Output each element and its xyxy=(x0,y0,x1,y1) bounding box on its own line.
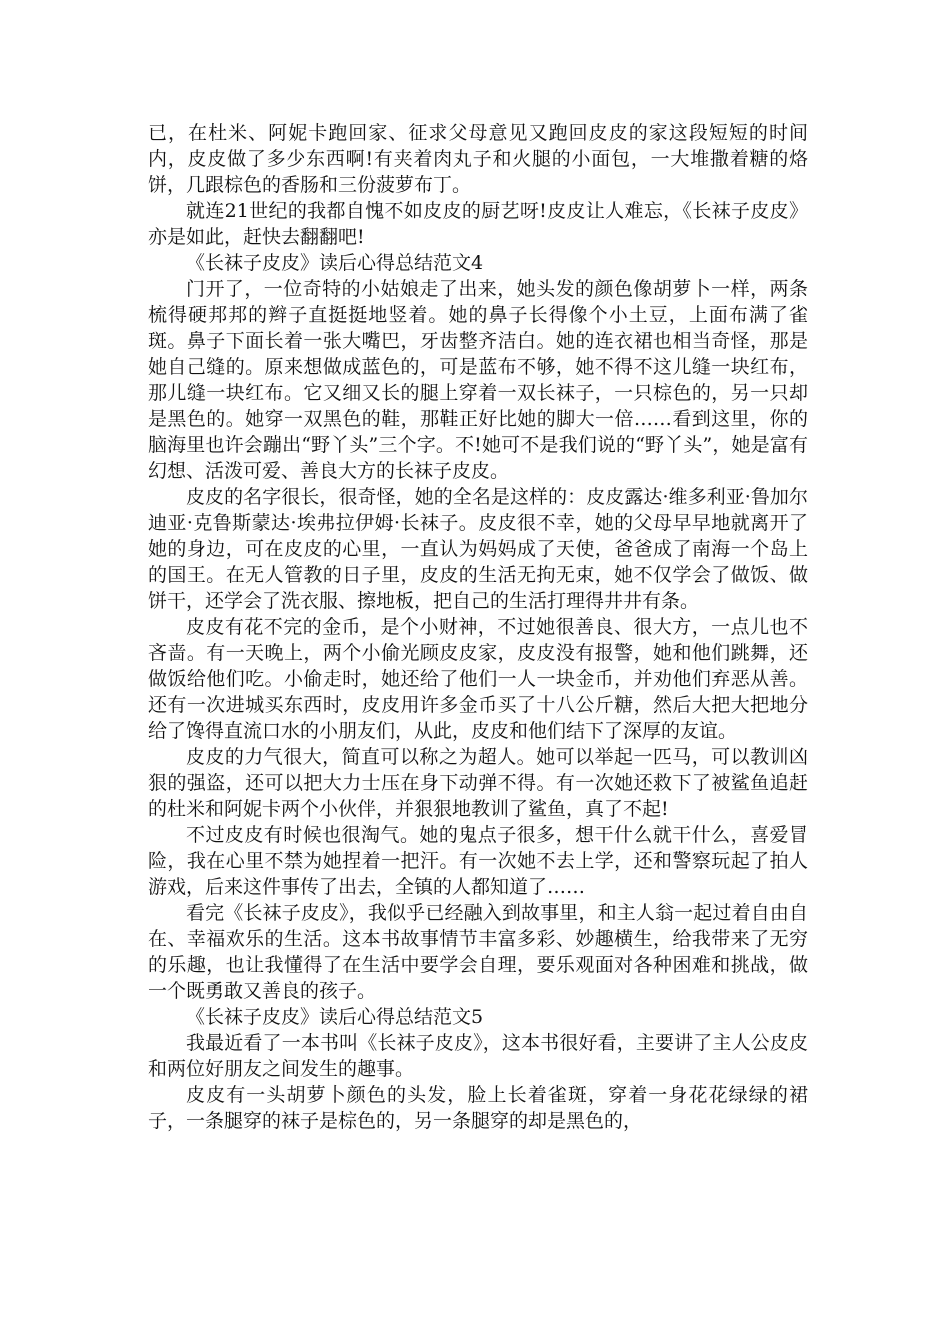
document-body xyxy=(148,120,808,1134)
paragraph: 皮皮有花不完的金币，是个小财神，不过她很善良、很大方，一点儿也不吝啬。有一天晚上，两个小偷光顾皮皮家，皮皮没有报警，她和他们跳舞，还做饭给他们吃。小偷走时，她还给了他们一人一块金币，并劝他们弃恶从善。还有一次进城买东西时，皮皮用许多金币买了十八公斤糖，然后大把大把地分给了馋得直流口水的小朋友们，从此，皮皮和他们结下了深厚的友谊。 xyxy=(148,616,808,742)
paragraph: 皮皮有一头胡萝卜颜色的头发，脸上长着雀斑，穿着一身花花绿绿的裙子，一条腿穿的袜子是棕色的，另一条腿穿的却是黑色的， xyxy=(148,1084,808,1132)
paragraph: 就连21世纪的我都自愧不如皮皮的厨艺呀!皮皮让人难忘，《长袜子皮皮》亦是如此，赶快去翻翻吧! xyxy=(148,200,808,248)
section-heading: 《长袜子皮皮》读后心得总结范文4 xyxy=(186,252,484,274)
paragraph: 看完《长袜子皮皮》，我似乎已经融入到故事里，和主人翁一起过着自由自在、幸福欢乐的生活。这本书故事情节丰富多彩、妙趣横生，给我带来了无穷的乐趣，也让我懂得了在生活中要学会自理，要乐观面对各种困难和挑战，做一个既勇敢又善良的孩子。 xyxy=(148,902,808,1002)
paragraph: 我最近看了一本书叫《长袜子皮皮》，这本书很好看，主要讲了主人公皮皮和两位好朋友之间发生的趣事。 xyxy=(148,1032,808,1080)
paragraph: 已，在杜米、阿妮卡跑回家、征求父母意见又跑回皮皮的家这段短短的时间内，皮皮做了多少东西啊!有夹着肉丸子和火腿的小面包，一大堆撒着糖的烙饼，几跟棕色的香肠和三份菠萝布丁。 xyxy=(148,122,808,196)
paragraph: 门开了，一位奇特的小姑娘走了出来，她头发的颜色像胡萝卜一样，两条梳得硬邦邦的辫子直挺挺地竖着。她的鼻子长得像个小土豆，上面布满了雀斑。鼻子下面长着一张大嘴巴，牙齿整齐洁白。她的连衣裙也相当奇怪，那是她自己缝的。原来想做成蓝色的，可是蓝布不够，她不得不这儿缝一块红布，那儿缝一块红布。它又细又长的腿上穿着一双长袜子，一只棕色的，另一只却是黑色的。她穿一双黑色的鞋，那鞋正好比她的脚大一倍……看到这里，你的脑海里也许会蹦出“野丫头”三个字。不!她可不是我们说的“野丫头”，她是富有幻想、活泼可爱、善良大方的长袜子皮皮。 xyxy=(148,278,808,482)
section-heading: 《长袜子皮皮》读后心得总结范文5 xyxy=(186,1006,484,1028)
paragraph: 不过皮皮有时候也很淘气。她的鬼点子很多，想干什么就干什么，喜爱冒险，我在心里不禁为她捏着一把汗。有一次她不去上学，还和警察玩起了拍人游戏，后来这件事传了出去，全镇的人都知道了…… xyxy=(148,824,808,898)
paragraph: 皮皮的名字很长，很奇怪，她的全名是这样的：皮皮露达·维多利亚·鲁加尔迪亚·克鲁斯蒙达·埃弗拉伊姆·长袜子。皮皮很不幸，她的父母早早地就离开了她的身边，可在皮皮的心里，一直认为妈妈成了天使，爸爸成了南海一个岛上的国王。在无人管教的日子里，皮皮的生活无拘无束，她不仅学会了做饭、做饼干，还学会了洗衣服、擦地板，把自己的生活打理得井井有条。 xyxy=(148,486,808,612)
paragraph: 皮皮的力气很大，简直可以称之为超人。她可以举起一匹马，可以教训凶狠的强盗，还可以把大力士压在身下动弹不得。有一次她还救下了被鲨鱼追赶的杜米和阿妮卡两个小伙伴，并狠狠地教训了鲨鱼，真了不起! xyxy=(148,746,808,820)
